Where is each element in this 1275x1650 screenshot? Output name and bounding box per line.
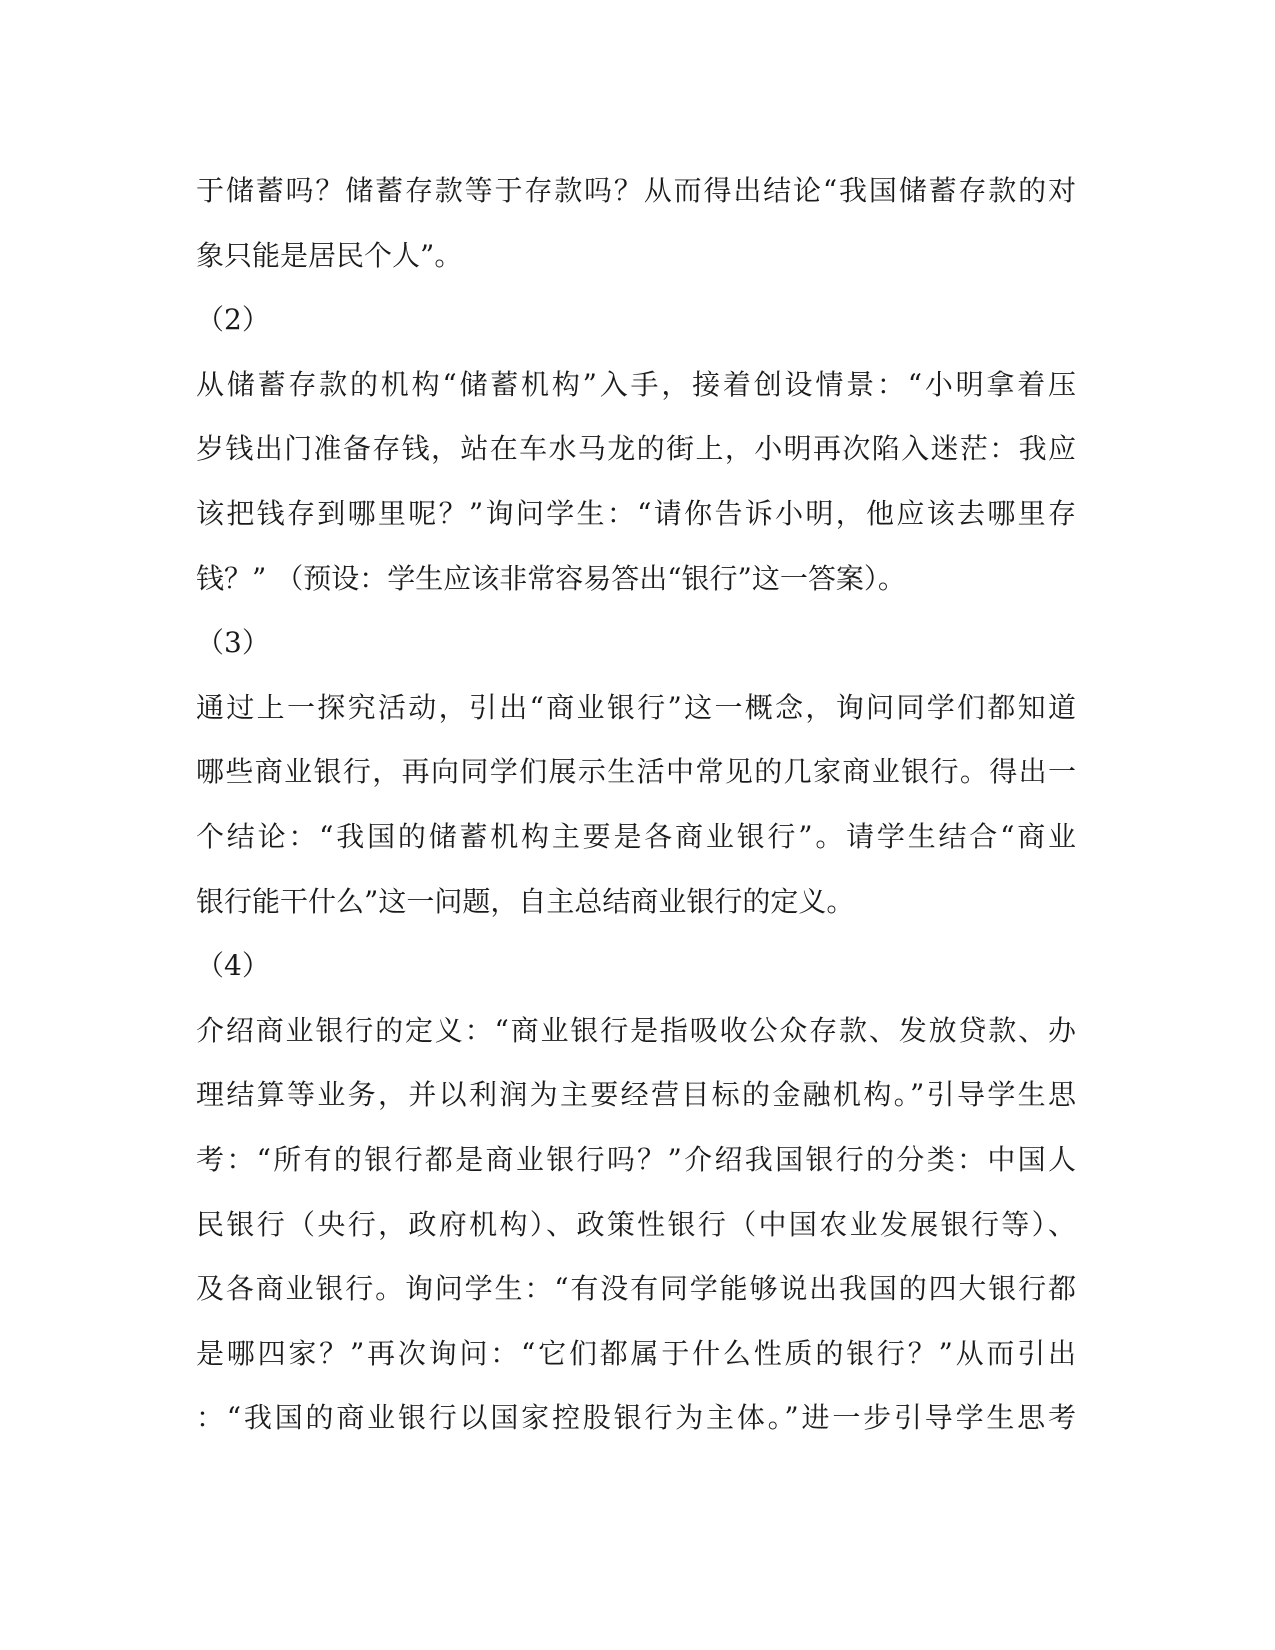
text-line: 理结算等业务，并以利润为主要经营目标的金融机构。”引导学生思	[196, 1078, 1076, 1112]
document-page	[196, 159, 1076, 1451]
text-line: 从储蓄存款的机构“储蓄机构”入手，接着创设情景：“小明拿着压	[196, 367, 1076, 401]
text-line: 哪些商业银行，再向同学们展示生活中常见的几家商业银行。得出一	[196, 755, 1076, 789]
text-line: 钱？” （预设：学生应该非常容易答出“银行”这一答案）。	[196, 561, 906, 595]
text-line: 及各商业银行。询问学生：“有没有同学能够说出我国的四大银行都	[196, 1272, 1076, 1306]
text-line: 于储蓄吗？储蓄存款等于存款吗？从而得出结论“我国储蓄存款的对	[196, 174, 1076, 207]
section-label: （2）	[196, 303, 270, 337]
text-line: 考：“所有的银行都是商业银行吗？”介绍我国银行的分类：中国人	[196, 1142, 1076, 1176]
text-line: 介绍商业银行的定义：“商业银行是指吸收公众存款、发放贷款、办	[196, 1013, 1076, 1047]
text-line: 银行能干什么”这一问题，自主总结商业银行的定义。	[196, 884, 855, 918]
text-line: 民银行（央行，政府机构）、政策性银行（中国农业发展银行等）、	[196, 1207, 1076, 1241]
text-line: 是哪四家？”再次询问：“它们都属于什么性质的银行？”从而引出	[196, 1336, 1076, 1370]
section-label: （4）	[196, 949, 270, 983]
section-label: （3）	[196, 626, 270, 660]
text-line: 该把钱存到哪里呢？”询问学生：“请你告诉小明，他应该去哪里存	[196, 496, 1076, 530]
text-line: 象只能是居民个人”。	[196, 238, 463, 272]
text-line: 个结论：“我国的储蓄机构主要是各商业银行”。请学生结合“商业	[196, 819, 1076, 853]
text-line: 通过上一探究活动，引出“商业银行”这一概念，询问同学们都知道	[196, 690, 1076, 724]
text-line: ：“我国的商业银行以国家控股银行为主体。”进一步引导学生思考	[196, 1401, 1076, 1435]
text-line: 岁钱出门准备存钱，站在车水马龙的街上，小明再次陷入迷茫：我应	[196, 432, 1076, 466]
